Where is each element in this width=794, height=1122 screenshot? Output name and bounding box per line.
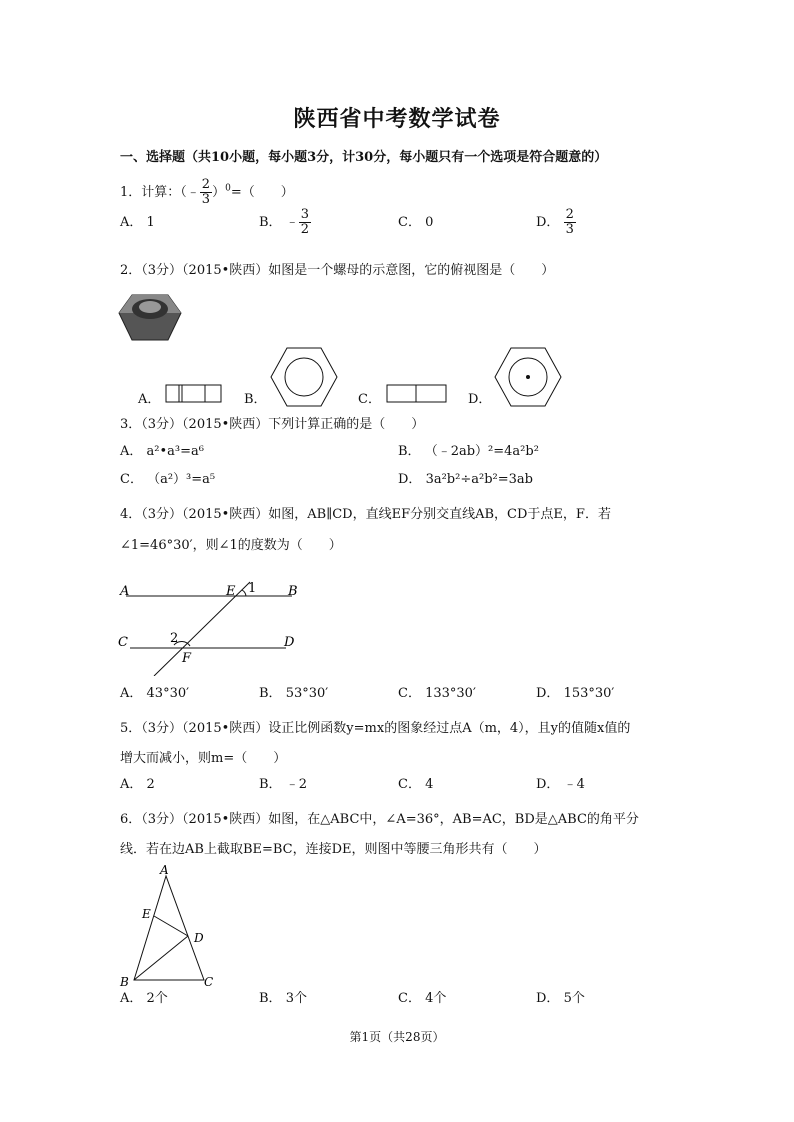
q6-option-c: C． 4个 — [398, 991, 447, 1006]
question-2-stem: 2．（3分）（2015•陕西）如图是一个螺母的示意图，它的俯视图是（ ） — [120, 263, 555, 278]
svg-text:F: F — [182, 651, 192, 666]
question-5-stem-line2: 增大而减小，则m=（ ） — [120, 751, 287, 766]
svg-text:B: B — [288, 584, 298, 599]
question-6-stem-line1: 6．（3分）（2015•陕西）如图，在△ABC中，∠A=36°，AB=AC，BD是△ABC的角平分 — [120, 812, 639, 827]
q1-option-d: D． $\frac{2}{3}$ — [536, 207, 574, 237]
q5-option-b: B． ﹣2 — [259, 777, 307, 792]
section-heading: 一、选择题（共10小题，每小题3分，计30分，每小题只有一个选项是符合题意的） — [120, 150, 608, 165]
q4-option-b: B． 53°30′ — [259, 686, 329, 701]
fraction: $\frac{2}{3}$ — [201, 177, 211, 207]
svg-text:E: E — [142, 907, 151, 921]
q4-option-d: D． 153°30′ — [536, 686, 615, 701]
q2-option-a-figure — [165, 384, 223, 404]
svg-text:C: C — [204, 975, 214, 989]
question-5-stem-line1: 5．（3分）（2015•陕西）设正比例函数y=mx的图象经过点A（m，4），且y的值随x值的 — [120, 721, 631, 736]
q6-option-a: A． 2个 — [120, 991, 168, 1006]
q3-option-b: B． （﹣2ab）²=4a²b² — [398, 444, 539, 459]
q4-figure — [116, 576, 306, 676]
q4-option-c: C． 133°30′ — [398, 686, 476, 701]
question-1-stem: 1．计算：（﹣ $\frac{2}{3}$ ）$^0$=（ ） — [120, 177, 294, 207]
q2-option-b-figure — [270, 346, 338, 408]
question-4-stem-line1: 4．（3分）（2015•陕西）如图，AB∥CD，直线EF分别交直线AB，CD于点E，F．若 — [120, 507, 611, 522]
q4-option-a: A． 43°30′ — [120, 686, 190, 701]
q2-option-b-label: B． — [244, 392, 267, 407]
page-footer: 第1页（共28页） — [349, 1030, 445, 1044]
q6-figure — [114, 860, 224, 992]
q1-option-a: A． 1 — [120, 215, 155, 230]
q2-option-d-label: D． — [468, 392, 492, 407]
svg-text:B: B — [120, 975, 129, 989]
page-title: 陕西省中考数学试卷 — [293, 106, 501, 132]
q2-option-c-label: C． — [358, 392, 381, 407]
q3-option-d: D． 3a²b²÷a²b²=3ab — [398, 472, 533, 487]
q6-option-d: D． 5个 — [536, 991, 585, 1006]
q1-option-b: B． ﹣ $\frac{3}{2}$ — [259, 207, 309, 237]
svg-text:1: 1 — [248, 581, 257, 596]
svg-text:E: E — [226, 584, 236, 599]
svg-text:2: 2 — [170, 631, 179, 646]
q2-option-a-label: A． — [138, 392, 161, 407]
question-3-stem: 3．（3分）（2015•陕西）下列计算正确的是（ ） — [120, 417, 425, 432]
q5-option-a: A． 2 — [120, 777, 155, 792]
question-4-stem-line2: ∠1=46°30′，则∠1的度数为（ ） — [120, 538, 342, 553]
q2-option-c-figure — [386, 384, 448, 404]
q3-option-c: C． （a²）³=a⁵ — [120, 472, 216, 487]
svg-text:D: D — [194, 931, 204, 945]
svg-text:C: C — [118, 635, 128, 650]
svg-text:A: A — [120, 584, 130, 599]
q5-option-d: D． ﹣4 — [536, 777, 585, 792]
question-6-stem-line2: 线．若在边AB上截取BE=BC，连接DE，则图中等腰三角形共有（ ） — [120, 842, 547, 857]
q5-option-c: C． 4 — [398, 777, 434, 792]
q6-option-b: B． 3个 — [259, 991, 307, 1006]
svg-text:A: A — [160, 863, 169, 877]
q2-option-d-figure — [494, 346, 562, 408]
nut-image — [118, 293, 182, 343]
q3-option-a: A． a²•a³=a⁶ — [120, 444, 204, 459]
q1-option-c: C． 0 — [398, 215, 434, 230]
svg-text:D: D — [284, 635, 295, 650]
